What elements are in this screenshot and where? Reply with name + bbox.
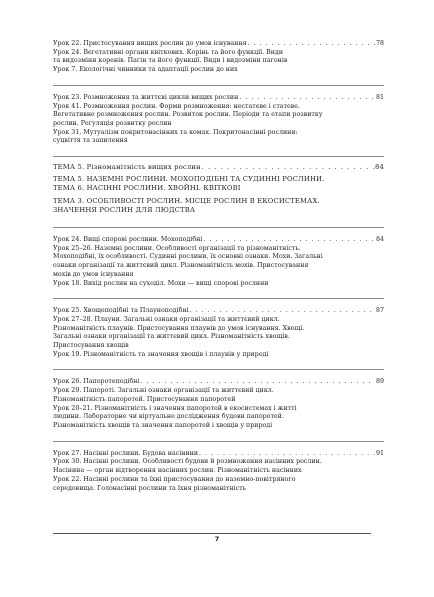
topic-heading: ТЕМА 6. НАСІННІ РОСЛИНИ. ХВОЙНІ. КВІТКОВІ — [53, 184, 241, 193]
toc-subline: рослин. Регуляція розвитку рослин — [53, 119, 172, 127]
toc-entry[interactable] — [53, 307, 384, 316]
toc-entry[interactable] — [53, 378, 384, 387]
leader-dots — [202, 163, 374, 172]
toc-subline: середовища. Голонасінні рослини та їхня різноманітність — [53, 484, 247, 492]
toc-subline: Урок 20–21. Різноманітність і значення папоротей в екосистемах і житті — [53, 404, 297, 412]
topic-title: ТЕМА 5. Різноманітність вищих рослин — [53, 163, 201, 172]
toc-group — [53, 85, 384, 146]
toc-entry[interactable] — [53, 40, 384, 49]
toc-group — [53, 40, 384, 75]
leader-dots — [140, 378, 375, 387]
toc-subline: та видозміни коренів. Пагін та його функції. Види і видозміни пагонів — [53, 57, 288, 65]
toc-subline: Урок 22. Насінні рослини та їхні пристосування до наземно-повітряного — [53, 475, 296, 483]
toc-subline: Насінина — орган відтворення насінних рослин. Різноманітність насінних — [53, 467, 302, 475]
leader-dots — [239, 94, 375, 103]
toc-page-number: 84 — [375, 236, 384, 244]
toc-entry-title: Урок 22. Пристосування вищих рослин до умов існування — [53, 40, 247, 47]
leader-dots — [199, 450, 375, 459]
table-of-contents — [53, 40, 384, 493]
topic-heading: ТЕМА 3. ОСОБЛИВОСТІ РОСЛИН. МІСЦЕ РОСЛИН В ЕКОСИСТЕМАХ. — [53, 196, 320, 205]
toc-subline: Пристосування хвощів — [53, 342, 129, 350]
toc-subline: Урок 30. Насінні рослини. Особливості будови й розмноження насінних рослин. — [53, 458, 322, 466]
toc-subline: Різноманітність хвощів та значення папоротей і хвощів у природі — [53, 422, 273, 429]
toc-entry[interactable] — [53, 236, 384, 245]
toc-page-number: 84 — [375, 163, 384, 172]
toc-entry-title: Урок 23. Розмноження та життєві цикли вищих рослин — [53, 93, 239, 101]
toc-group — [53, 227, 384, 288]
toc-subline: Урок 24. Вегетативні органи квіткових. Корінь та його функції. Види — [53, 48, 284, 56]
toc-subline: Мохоподібні, їх особливості. Судинні рослини, їх основні ознаки. Мохи. Загальні — [53, 253, 323, 261]
toc-group — [53, 441, 384, 494]
topic-heading: ТЕМА 5. НАЗЕМНІ РОСЛИНИ. МОХОПОДІБНІ ТА СУДИННІ РОСЛИНИ. — [53, 175, 325, 184]
toc-page-number: 81 — [375, 93, 384, 101]
page-number: 7 — [214, 535, 220, 543]
toc-entry-title: Урок 25. Хвощеподібні та Плауноподібні — [53, 307, 189, 315]
toc-group — [53, 298, 384, 359]
toc-subline: Урок 19. Різноманітність та значення хвощів і плаунів у природі — [53, 350, 269, 358]
leader-dots — [190, 307, 375, 316]
toc-subline: Загальні ознаки організації та життєвий цикл. Різноманітність хвощів. — [53, 333, 290, 341]
toc-entry-title: Урок 24. Вищі спорові рослини. Мохоподібні — [53, 236, 203, 244]
leader-dots — [248, 40, 375, 49]
toc-subline: Урок 41. Розмноження рослин. Форми розмноження: нестатеве і статеве. — [53, 102, 301, 110]
toc-subline: мохів до умов існування — [53, 270, 134, 278]
toc-subline: Урок 25–26. Наземні рослини. Особливості організації та різноманітність. — [53, 244, 301, 252]
toc-page-number: 87 — [375, 307, 384, 315]
footer-rule — [53, 533, 371, 534]
toc-page-number: 91 — [375, 449, 384, 457]
topic-entry[interactable] — [53, 163, 384, 172]
toc-subline: ознаки організації та життєвий цикл. Різноманітність мохів. Пристосування — [53, 262, 309, 270]
toc-subline: Урок 7. Екологічні чинники та адаптації рослин до них — [53, 66, 238, 74]
toc-entry-title: Урок 26. Папоротеподібні — [53, 378, 140, 386]
toc-subline: Урок 18. Вихід рослин на суходіл. Мохи — вищі спорові рослини — [53, 279, 269, 287]
toc-subline: Урок 31. Мутуалізм покритонасінних та комах. Покритонасінні рослини: — [53, 128, 298, 136]
toc-subline: людини. Лабораторне чи віртуальне дослідження будови папоротей. — [53, 413, 284, 421]
toc-entry-title: Урок 27. Насінні рослини. Будова насінини — [53, 449, 199, 457]
toc-subline: суцвіття та запилення — [53, 137, 128, 145]
toc-group — [53, 369, 384, 430]
toc-subline: Різноманітність плаунів. Пристосування плаунів до умов існування. Хвощі. — [53, 324, 305, 332]
toc-subline: Вегетативне розмноження рослин. Розвиток рослин. Періоди та етапи розвитку — [53, 111, 323, 119]
leader-dots — [203, 236, 375, 245]
toc-subline: Різноманітність папоротей. Пристосування папоротей — [53, 395, 236, 403]
toc-entry[interactable] — [53, 94, 384, 103]
topic-heading: ЗНАЧЕННЯ РОСЛИН ДЛЯ ЛЮДСТВА — [53, 205, 196, 214]
toc-page-number: 78 — [375, 40, 384, 47]
toc-page-number: 89 — [375, 378, 384, 386]
toc-entry[interactable] — [53, 450, 384, 459]
toc-subline: Урок 27–28. Плауни. Загальні ознаки організації та життєвий цикл. — [53, 315, 280, 323]
topic-headings — [53, 156, 384, 215]
toc-subline: Урок 29. Папороті. Загальні ознаки організації та життєвий цикл. — [53, 387, 274, 395]
